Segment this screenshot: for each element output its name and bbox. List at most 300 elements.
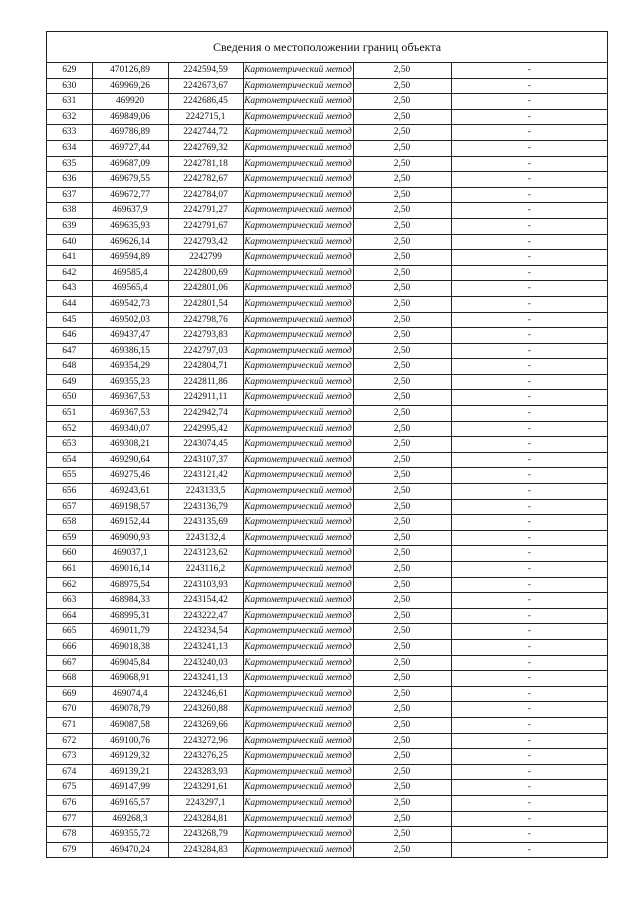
table-row [47, 281, 607, 297]
point-number-cell: 635 [47, 156, 92, 172]
table-row [47, 390, 607, 406]
y-coordinate-cell: 2243297,1 [168, 795, 243, 811]
method-cell: Картометрический метод [243, 218, 353, 234]
x-coordinate-cell: 469045,84 [92, 655, 168, 671]
accuracy-cell: 2,50 [353, 94, 451, 110]
method-cell: Картометрический метод [243, 63, 353, 78]
x-coordinate-cell: 469308,21 [92, 437, 168, 453]
accuracy-cell: 2,50 [353, 63, 451, 78]
x-coordinate-cell: 469585,4 [92, 265, 168, 281]
accuracy-cell: 2,50 [353, 717, 451, 733]
x-coordinate-cell: 469687,09 [92, 156, 168, 172]
table-row [47, 109, 607, 125]
point-number-cell: 641 [47, 250, 92, 266]
accuracy-cell: 2,50 [353, 312, 451, 328]
x-coordinate-cell: 469129,32 [92, 749, 168, 765]
y-coordinate-cell: 2242804,71 [168, 359, 243, 375]
accuracy-cell: 2,50 [353, 811, 451, 827]
table-row [47, 421, 607, 437]
description-cell: - [451, 530, 607, 546]
method-cell: Картометрический метод [243, 484, 353, 500]
method-cell: Картометрический метод [243, 795, 353, 811]
y-coordinate-cell: 2243074,45 [168, 437, 243, 453]
accuracy-cell: 2,50 [353, 359, 451, 375]
table-row [47, 577, 607, 593]
point-number-cell: 637 [47, 187, 92, 203]
x-coordinate-cell: 469090,93 [92, 530, 168, 546]
description-cell: - [451, 764, 607, 780]
point-number-cell: 656 [47, 484, 92, 500]
point-number-cell: 661 [47, 562, 92, 578]
y-coordinate-cell: 2243240,03 [168, 655, 243, 671]
method-cell: Картометрический метод [243, 530, 353, 546]
accuracy-cell: 2,50 [353, 78, 451, 94]
point-number-cell: 673 [47, 749, 92, 765]
y-coordinate-cell: 2243135,69 [168, 515, 243, 531]
x-coordinate-cell: 468975,54 [92, 577, 168, 593]
accuracy-cell: 2,50 [353, 250, 451, 266]
y-coordinate-cell: 2243260,88 [168, 702, 243, 718]
x-coordinate-cell: 469340,07 [92, 421, 168, 437]
accuracy-cell: 2,50 [353, 421, 451, 437]
x-coordinate-cell: 469355,23 [92, 374, 168, 390]
x-coordinate-cell: 469018,38 [92, 639, 168, 655]
point-number-cell: 671 [47, 717, 92, 733]
accuracy-cell: 2,50 [353, 281, 451, 297]
table-title: Сведения о местоположении границ объекта [47, 32, 607, 63]
y-coordinate-cell: 2242800,69 [168, 265, 243, 281]
table-row [47, 686, 607, 702]
table-row [47, 203, 607, 219]
x-coordinate-cell: 469679,55 [92, 172, 168, 188]
table-row [47, 530, 607, 546]
description-cell: - [451, 406, 607, 422]
description-cell: - [451, 702, 607, 718]
method-cell: Картометрический метод [243, 452, 353, 468]
y-coordinate-cell: 2243222,47 [168, 608, 243, 624]
y-coordinate-cell: 2242744,72 [168, 125, 243, 141]
description-cell: - [451, 639, 607, 655]
accuracy-cell: 2,50 [353, 187, 451, 203]
method-cell: Картометрический метод [243, 655, 353, 671]
accuracy-cell: 2,50 [353, 733, 451, 749]
method-cell: Картометрический метод [243, 811, 353, 827]
table-row [47, 639, 607, 655]
description-cell: - [451, 421, 607, 437]
y-coordinate-cell: 2242799 [168, 250, 243, 266]
x-coordinate-cell: 469849,06 [92, 109, 168, 125]
table-row [47, 234, 607, 250]
x-coordinate-cell: 469275,46 [92, 468, 168, 484]
accuracy-cell: 2,50 [353, 234, 451, 250]
method-cell: Картометрический метод [243, 577, 353, 593]
point-number-cell: 636 [47, 172, 92, 188]
description-cell: - [451, 140, 607, 156]
method-cell: Картометрический метод [243, 468, 353, 484]
description-cell: - [451, 187, 607, 203]
method-cell: Картометрический метод [243, 328, 353, 344]
point-number-cell: 672 [47, 733, 92, 749]
point-number-cell: 660 [47, 546, 92, 562]
table-row [47, 749, 607, 765]
method-cell: Картометрический метод [243, 374, 353, 390]
method-cell: Картометрический метод [243, 406, 353, 422]
point-number-cell: 668 [47, 671, 92, 687]
accuracy-cell: 2,50 [353, 655, 451, 671]
x-coordinate-cell: 469672,77 [92, 187, 168, 203]
method-cell: Картометрический метод [243, 281, 353, 297]
description-cell: - [451, 577, 607, 593]
table-row [47, 593, 607, 609]
y-coordinate-cell: 2243121,42 [168, 468, 243, 484]
point-number-cell: 667 [47, 655, 92, 671]
accuracy-cell: 2,50 [353, 515, 451, 531]
method-cell: Картометрический метод [243, 187, 353, 203]
table-row [47, 437, 607, 453]
point-number-cell: 648 [47, 359, 92, 375]
x-coordinate-cell: 469386,15 [92, 343, 168, 359]
accuracy-cell: 2,50 [353, 546, 451, 562]
accuracy-cell: 2,50 [353, 468, 451, 484]
point-number-cell: 665 [47, 624, 92, 640]
description-cell: - [451, 218, 607, 234]
accuracy-cell: 2,50 [353, 624, 451, 640]
y-coordinate-cell: 2242911,11 [168, 390, 243, 406]
accuracy-cell: 2,50 [353, 156, 451, 172]
method-cell: Картометрический метод [243, 234, 353, 250]
description-cell: - [451, 172, 607, 188]
point-number-cell: 643 [47, 281, 92, 297]
accuracy-cell: 2,50 [353, 203, 451, 219]
table-row [47, 562, 607, 578]
point-number-cell: 666 [47, 639, 92, 655]
table-body [47, 63, 607, 857]
description-cell: - [451, 624, 607, 640]
x-coordinate-cell: 468984,33 [92, 593, 168, 609]
description-cell: - [451, 63, 607, 78]
y-coordinate-cell: 2242715,1 [168, 109, 243, 125]
point-number-cell: 663 [47, 593, 92, 609]
y-coordinate-cell: 2242942,74 [168, 406, 243, 422]
method-cell: Картометрический метод [243, 593, 353, 609]
description-cell: - [451, 265, 607, 281]
accuracy-cell: 2,50 [353, 484, 451, 500]
y-coordinate-cell: 2243284,83 [168, 842, 243, 857]
method-cell: Картометрический метод [243, 749, 353, 765]
table-row [47, 265, 607, 281]
accuracy-cell: 2,50 [353, 780, 451, 796]
y-coordinate-cell: 2243268,79 [168, 827, 243, 843]
description-cell: - [451, 593, 607, 609]
table-row [47, 780, 607, 796]
method-cell: Картометрический метод [243, 359, 353, 375]
y-coordinate-cell: 2243283,93 [168, 764, 243, 780]
y-coordinate-cell: 2243241,13 [168, 639, 243, 655]
table-row [47, 94, 607, 110]
description-cell: - [451, 328, 607, 344]
x-coordinate-cell: 469786,89 [92, 125, 168, 141]
point-number-cell: 678 [47, 827, 92, 843]
accuracy-cell: 2,50 [353, 437, 451, 453]
y-coordinate-cell: 2243241,13 [168, 671, 243, 687]
x-coordinate-cell: 469100,76 [92, 733, 168, 749]
x-coordinate-cell: 469037,1 [92, 546, 168, 562]
point-number-cell: 652 [47, 421, 92, 437]
method-cell: Картометрический метод [243, 608, 353, 624]
accuracy-cell: 2,50 [353, 499, 451, 515]
y-coordinate-cell: 2243107,37 [168, 452, 243, 468]
accuracy-cell: 2,50 [353, 406, 451, 422]
point-number-cell: 639 [47, 218, 92, 234]
x-coordinate-cell: 469243,61 [92, 484, 168, 500]
accuracy-cell: 2,50 [353, 671, 451, 687]
accuracy-cell: 2,50 [353, 827, 451, 843]
y-coordinate-cell: 2242594,59 [168, 63, 243, 78]
method-cell: Картометрический метод [243, 390, 353, 406]
method-cell: Картометрический метод [243, 94, 353, 110]
method-cell: Картометрический метод [243, 827, 353, 843]
accuracy-cell: 2,50 [353, 686, 451, 702]
boundary-table-frame [46, 31, 608, 858]
point-number-cell: 654 [47, 452, 92, 468]
y-coordinate-cell: 2242791,27 [168, 203, 243, 219]
point-number-cell: 676 [47, 795, 92, 811]
table-row [47, 608, 607, 624]
accuracy-cell: 2,50 [353, 795, 451, 811]
accuracy-cell: 2,50 [353, 172, 451, 188]
x-coordinate-cell: 469068,91 [92, 671, 168, 687]
description-cell: - [451, 484, 607, 500]
accuracy-cell: 2,50 [353, 109, 451, 125]
x-coordinate-cell: 469437,47 [92, 328, 168, 344]
table-row [47, 515, 607, 531]
x-coordinate-cell: 470126,89 [92, 63, 168, 78]
x-coordinate-cell: 469565,4 [92, 281, 168, 297]
y-coordinate-cell: 2243269,66 [168, 717, 243, 733]
table-row [47, 374, 607, 390]
method-cell: Картометрический метод [243, 639, 353, 655]
accuracy-cell: 2,50 [353, 390, 451, 406]
description-cell: - [451, 452, 607, 468]
description-cell: - [451, 546, 607, 562]
x-coordinate-cell: 469626,14 [92, 234, 168, 250]
point-number-cell: 653 [47, 437, 92, 453]
method-cell: Картометрический метод [243, 343, 353, 359]
point-number-cell: 646 [47, 328, 92, 344]
description-cell: - [527, 844, 531, 855]
y-coordinate-cell: 2243154,42 [168, 593, 243, 609]
table-row [47, 795, 607, 811]
method-cell: Картометрический метод [243, 296, 353, 312]
table-row [47, 296, 607, 312]
accuracy-cell: 2,50 [353, 530, 451, 546]
table-row [47, 484, 607, 500]
description-cell: - [451, 109, 607, 125]
table-row [47, 406, 607, 422]
table-row [47, 671, 607, 687]
point-number-cell: 629 [47, 63, 92, 78]
accuracy-cell: 2,50 [353, 296, 451, 312]
point-number-cell: 651 [47, 406, 92, 422]
y-coordinate-cell: 2242791,67 [168, 218, 243, 234]
x-coordinate-cell: 469165,57 [92, 795, 168, 811]
accuracy-cell: 2,50 [353, 218, 451, 234]
x-coordinate-cell: 469152,44 [92, 515, 168, 531]
description-cell: - [451, 655, 607, 671]
accuracy-cell: 2,50 [353, 343, 451, 359]
table-row [47, 140, 607, 156]
x-coordinate-cell: 469268,3 [92, 811, 168, 827]
method-cell: Картометрический метод [243, 172, 353, 188]
y-coordinate-cell: 2243132,4 [168, 530, 243, 546]
y-coordinate-cell: 2243291,61 [168, 780, 243, 796]
table-row [47, 717, 607, 733]
description-cell: - [451, 125, 607, 141]
x-coordinate-cell: 469074,4 [92, 686, 168, 702]
x-coordinate-cell: 469727,44 [92, 140, 168, 156]
point-number-cell: 657 [47, 499, 92, 515]
table-row [47, 218, 607, 234]
table-row [47, 468, 607, 484]
accuracy-cell: 2,50 [353, 140, 451, 156]
description-cell: - [451, 156, 607, 172]
point-number-cell: 655 [47, 468, 92, 484]
table-row [47, 452, 607, 468]
x-coordinate-cell: 469011,79 [92, 624, 168, 640]
x-coordinate-cell: 469290,64 [92, 452, 168, 468]
table-row [47, 733, 607, 749]
description-cell: - [451, 671, 607, 687]
point-number-cell: 669 [47, 686, 92, 702]
method-cell: Картометрический метод [243, 546, 353, 562]
method-cell: Картометрический метод [243, 671, 353, 687]
accuracy-cell: 2,50 [353, 593, 451, 609]
description-cell: - [451, 78, 607, 94]
method-cell: Картометрический метод [243, 499, 353, 515]
table-row [47, 156, 607, 172]
x-coordinate-cell: 469355,72 [92, 827, 168, 843]
x-coordinate-cell: 469147,99 [92, 780, 168, 796]
method-cell: Картометрический метод [243, 686, 353, 702]
table-row [47, 63, 607, 78]
point-number-cell: 659 [47, 530, 92, 546]
point-number-cell: 638 [47, 203, 92, 219]
point-number-cell: 649 [47, 374, 92, 390]
method-cell: Картометрический метод [243, 702, 353, 718]
method-cell: Картометрический метод [243, 624, 353, 640]
table-row [47, 499, 607, 515]
description-cell: - [451, 749, 607, 765]
description-cell: - [451, 281, 607, 297]
description-cell: - [451, 686, 607, 702]
description-cell: - [451, 733, 607, 749]
x-coordinate-cell: 469078,79 [92, 702, 168, 718]
description-cell: - [451, 562, 607, 578]
accuracy-cell: 2,50 [353, 374, 451, 390]
x-coordinate-cell: 469920 [92, 94, 168, 110]
table-row [47, 78, 607, 94]
accuracy-cell: 2,50 [353, 608, 451, 624]
description-cell: - [451, 296, 607, 312]
x-coordinate-cell: 469016,14 [92, 562, 168, 578]
table-row [47, 655, 607, 671]
x-coordinate-cell: 469354,29 [92, 359, 168, 375]
point-number-cell: 633 [47, 125, 92, 141]
y-coordinate-cell: 2242801,06 [168, 281, 243, 297]
point-number-cell: 662 [47, 577, 92, 593]
table-row [47, 328, 607, 344]
y-coordinate-cell: 2242673,67 [168, 78, 243, 94]
description-cell: - [451, 437, 607, 453]
accuracy-cell: 2,50 [353, 328, 451, 344]
accuracy-cell: 2,50 [353, 562, 451, 578]
y-coordinate-cell: 2242793,42 [168, 234, 243, 250]
table-row [47, 359, 607, 375]
description-cell: - [451, 390, 607, 406]
table-row [47, 343, 607, 359]
description-cell: - [451, 795, 607, 811]
point-number-cell: 664 [47, 608, 92, 624]
point-number-cell: 634 [47, 140, 92, 156]
method-cell: Картометрический метод [243, 140, 353, 156]
y-coordinate-cell: 2243133,5 [168, 484, 243, 500]
x-coordinate-cell: 468995,31 [92, 608, 168, 624]
accuracy-cell: 2,50 [353, 452, 451, 468]
table-row [47, 827, 607, 843]
x-coordinate-cell: 469367,53 [92, 390, 168, 406]
x-coordinate-cell: 469542,73 [92, 296, 168, 312]
method-cell: Картометрический метод [243, 78, 353, 94]
description-cell: - [451, 608, 607, 624]
point-number-cell: 650 [47, 390, 92, 406]
description-cell: - [451, 717, 607, 733]
y-coordinate-cell: 2243103,93 [168, 577, 243, 593]
accuracy-cell: 2,50 [353, 577, 451, 593]
y-coordinate-cell: 2242798,76 [168, 312, 243, 328]
y-coordinate-cell: 2242686,45 [168, 94, 243, 110]
description-cell: - [451, 499, 607, 515]
x-coordinate-cell: 469502,03 [92, 312, 168, 328]
y-coordinate-cell: 2242793,83 [168, 328, 243, 344]
point-number-cell: 647 [47, 343, 92, 359]
table-row [47, 546, 607, 562]
x-coordinate-cell: 469470,24 [92, 842, 168, 857]
y-coordinate-cell: 2243136,79 [168, 499, 243, 515]
description-cell: - [451, 203, 607, 219]
accuracy-cell: 2,50 [353, 764, 451, 780]
accuracy-cell: 2,50 [353, 639, 451, 655]
y-coordinate-cell: 2242782,67 [168, 172, 243, 188]
accuracy-cell: 2,50 [353, 749, 451, 765]
description-cell: - [451, 780, 607, 796]
accuracy-cell: 2,50 [353, 125, 451, 141]
point-number-cell: 674 [47, 764, 92, 780]
description-cell: - [451, 234, 607, 250]
table-row [47, 842, 607, 857]
y-coordinate-cell: 2242781,18 [168, 156, 243, 172]
y-coordinate-cell: 2243276,25 [168, 749, 243, 765]
y-coordinate-cell: 2242797,03 [168, 343, 243, 359]
y-coordinate-cell: 2242995,42 [168, 421, 243, 437]
method-cell: Картометрический метод [243, 562, 353, 578]
y-coordinate-cell: 2242769,32 [168, 140, 243, 156]
y-coordinate-cell: 2243123,62 [168, 546, 243, 562]
point-number-cell: 632 [47, 109, 92, 125]
accuracy-cell: 2,50 [353, 702, 451, 718]
point-number-cell: 631 [47, 94, 92, 110]
y-coordinate-cell: 2243234,54 [168, 624, 243, 640]
method-cell: Картометрический метод [243, 250, 353, 266]
